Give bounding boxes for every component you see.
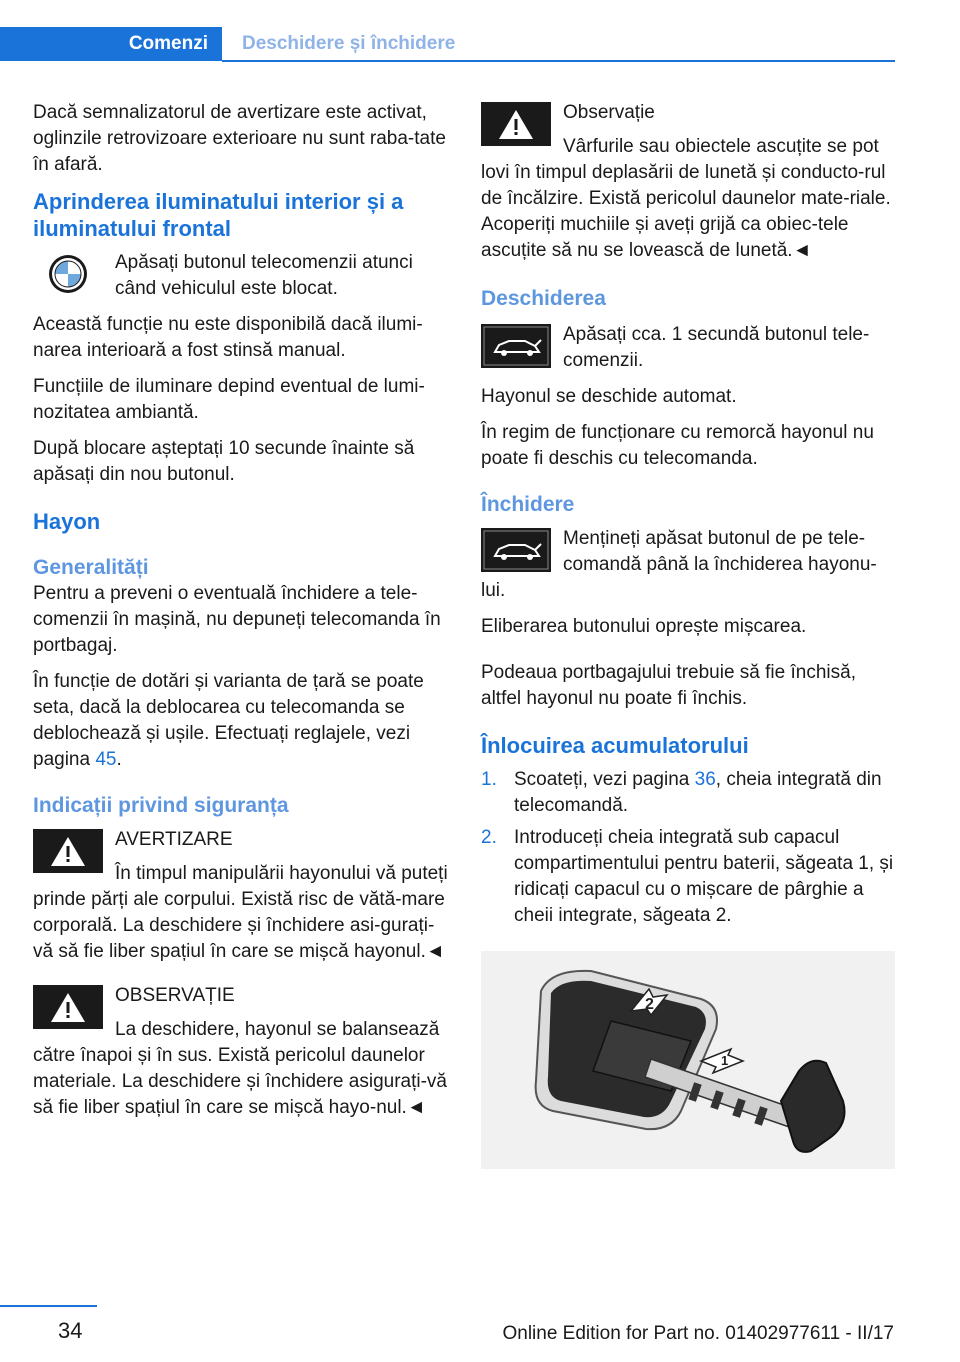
heading-tailgate: Hayon <box>33 509 101 534</box>
warning-text-2: La deschidere, hayonul se balansează către înapoi și în sus. Există pericolul daunelor materiale. La deschidere și închidere asigurați-vă să fie liber spațiul în care se mișcă hayo-nul.◄ <box>33 1019 447 1118</box>
warning-block-1 <box>33 827 449 965</box>
warning-title-3: Observație <box>563 102 655 123</box>
general-paragraph-2: În funcție de dotări și varianta de țară se poate seta, dacă la deblocarea cu telecomanda se deblochează și ușile. Efectuați reglajele, vezi pagina 45. <box>33 671 424 770</box>
arrow-label-1: 1 <box>721 1053 729 1068</box>
opening-note-1: Hayonul se deschide automat. <box>481 386 737 407</box>
heading-opening: Deschiderea <box>481 287 606 310</box>
warning-title-2: OBSERVAȚIE <box>115 985 235 1006</box>
closing-note-1: Eliberarea butonului oprește mișcarea. <box>481 616 807 637</box>
list-item: 1. Scoateți, vezi pagina 36, cheia integrată din telecomandă. <box>481 769 882 816</box>
chapter-tab: Comenzi <box>0 27 222 61</box>
warning-triangle-icon <box>33 829 103 873</box>
heading-safety: Indicații privind siguranța <box>33 794 289 817</box>
intro-paragraph: Dacă semnalizatorul de avertizare este activat, oglinzile retrovizoare exterioare nu sunt raba-tate în afară. <box>33 102 446 175</box>
tailgate-button-icon <box>481 528 551 572</box>
page-number: 34 <box>58 1318 83 1343</box>
battery-steps <box>481 767 897 929</box>
tailgate-button-icon <box>481 324 551 368</box>
lighting-instruction-text: Apăsați butonul telecomenzii atunci când vehiculul este blocat. <box>115 252 413 299</box>
opening-instruction-text: Apăsați cca. 1 secundă butonul tele-comenzii. <box>563 324 870 371</box>
closing-instruction-text: Mențineți apăsat butonul de pe tele-comandă până la închiderea hayonu-lui. <box>481 528 877 601</box>
heading-battery: Înlocuirea acumulatorului <box>481 733 749 758</box>
step-number: 2. <box>481 827 497 848</box>
closing-instruction <box>481 526 897 614</box>
edition-text: Online Edition for Part no. 01402977611 - II/17 <box>502 1323 894 1344</box>
list-item: 2. Introduceți cheia integrată sub capacul compartimentului pentru baterii, săgeata 1, și ridicați capacul cu o mișcare de pârghie a cheii integrate, săgeata 2. <box>481 827 894 926</box>
warning-text-1: În timpul manipulării hayonului vă puteți prinde părți ale corpului. Există risc de vătă-mare corporală. La deschidere și închidere asi-gurați-vă să fie liber spațiul în care se mișcă hayonul.◄ <box>33 863 448 962</box>
lighting-note-1: Această funcție nu este disponibilă dacă ilumi-narea interioară a fost stinsă manual. <box>33 314 423 361</box>
warning-block-2 <box>33 983 449 1121</box>
page-link-45[interactable]: 45 <box>95 749 117 770</box>
lighting-instruction <box>33 250 449 312</box>
right-column <box>481 100 897 935</box>
step-number: 1. <box>481 769 497 790</box>
section-tab: Deschidere și închidere <box>242 33 456 54</box>
general-paragraph-1: Pentru a preveni o eventuală închidere a tele-comenzii în mașină, nu depuneți telecomanda în portbagaj. <box>33 583 441 656</box>
warning-block-3 <box>481 100 897 264</box>
arrow-label-2: 2 <box>645 996 654 1013</box>
page-link-36[interactable]: 36 <box>694 769 716 790</box>
page-header <box>0 27 895 61</box>
heading-closing: Închidere <box>481 493 575 516</box>
left-column <box>33 100 449 1121</box>
lighting-note-2: Funcțiile de iluminare depind eventual de lumi-nozitatea ambiantă. <box>33 376 425 423</box>
opening-note-2: În regim de funcționare cu remorcă hayonul nu poate fi deschis cu telecomanda. <box>481 422 874 469</box>
heading-lighting: Aprinderea iluminatului interior și a iluminatului frontal <box>33 189 404 241</box>
warning-text-3: Vârfurile sau obiectele ascuțite se pot lovi în timpul deplasării de lunetă și conducto-rul de încălzire. Există pericolul daunelor mate-riale. Acoperiți muchiile și aveți grijă ca obiec-tele ascuțite să nu se lovească de lunetă.◄ <box>481 136 891 261</box>
warning-triangle-icon <box>481 102 551 146</box>
footer-rule <box>0 1305 97 1307</box>
warning-triangle-icon <box>33 985 103 1029</box>
heading-general: Generalități <box>33 556 149 579</box>
opening-instruction <box>481 322 897 384</box>
warning-title-1: AVERTIZARE <box>115 829 233 850</box>
lighting-note-3: După blocare așteptați 10 secunde înainte să apăsați din nou butonul. <box>33 438 415 485</box>
key-battery-illustration <box>481 951 895 1169</box>
header-rule <box>222 60 895 62</box>
closing-note-2: Podeaua portbagajului trebuie să fie închisă, altfel hayonul nu poate fi închis. <box>481 662 856 709</box>
bmw-logo-icon <box>33 252 103 296</box>
